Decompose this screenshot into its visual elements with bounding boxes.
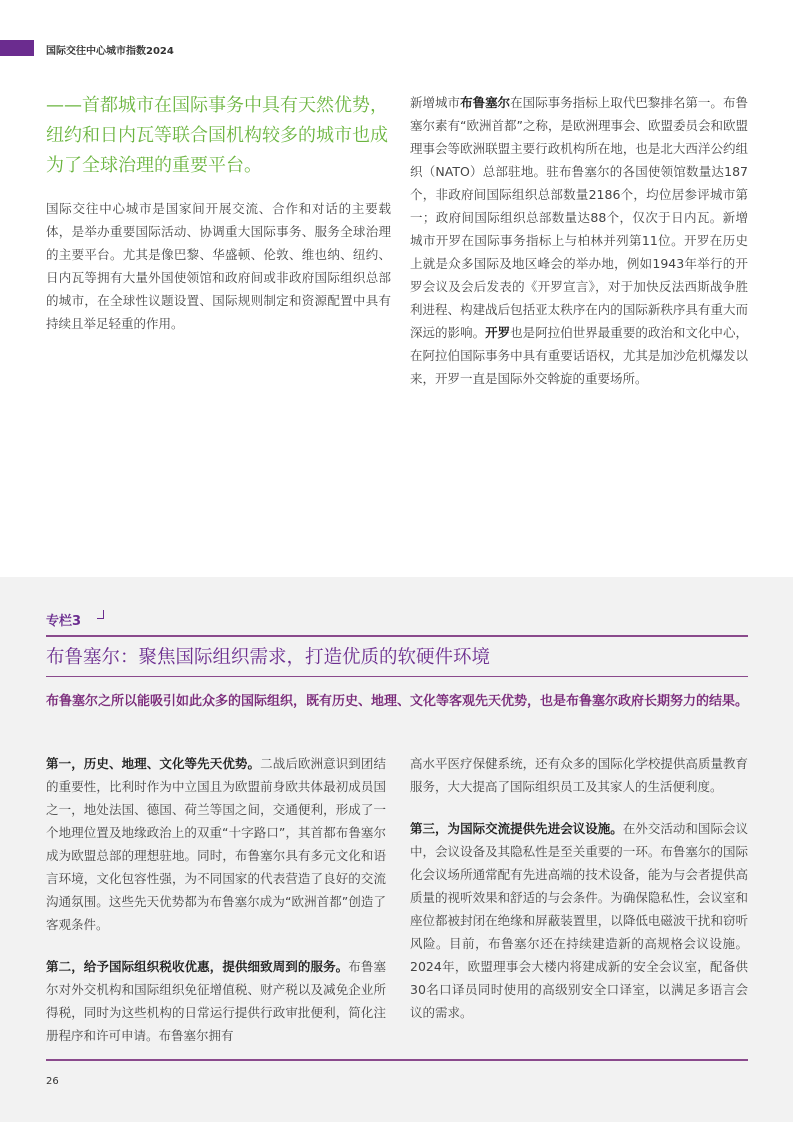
box-lead: 布鲁塞尔之所以能吸引如此众多的国际组织，既有历史、地理、文化等客观先天优势，也是布鲁塞尔政府长期努力的结果。 bbox=[46, 694, 749, 709]
city-cairo: 开罗 bbox=[485, 325, 511, 340]
header-accent-tab bbox=[0, 40, 34, 56]
right-column-paragraph: 新增城市布鲁塞尔在国际事务指标上取代巴黎排名第一。布鲁塞尔素有“欧洲首都”之称，是欧洲理事会、欧盟委员会和欧盟理事会等欧洲联盟主要行政机构所在地，也是北大西洋公约组织（NATO）总部驻地。驻布鲁塞尔的各国使领馆数量达187个，非政府间国际组织总部数量2186个，均位居参评城市第一；政府间国际组织总部数量达88个，仅次于日内瓦。新增城市开罗在国际事务指标上与柏林并列第11位。开罗在历史上就是众多国际及地区峰会的举办地，例如1943年举行的开罗会议及会后发表的《开罗宣言》，对于加快反法西斯战争胜利进程、构建战后包括亚太秩序在内的国际新秩序具有重大而深远的影响。开罗也是阿拉伯世界最重要的政治和文化中心，在阿拉伯国际事务中具有重要话语权，尤其是加沙危机爆发以来，开罗一直是国际外交斡旋的重要场所。 bbox=[410, 95, 748, 386]
box-top-rule bbox=[46, 635, 748, 637]
box-bottom-rule bbox=[46, 1059, 748, 1061]
pull-quote: ——首都城市在国际事务中具有天然优势，纽约和日内瓦等联合国机构较多的城市也成为了全球治理的重要平台。 bbox=[46, 95, 388, 176]
page-number: 26 bbox=[46, 1076, 59, 1087]
box-label: 专栏3 bbox=[46, 614, 82, 629]
box-section-2-continued: 高水平医疗保健系统，还有众多的国际化学校提供高质量教育服务，大大提高了国际组织员工及其家人的生活便利度。 bbox=[410, 756, 748, 794]
box-title: 布鲁塞尔：聚焦国际组织需求，打造优质的软硬件环境 bbox=[46, 647, 491, 668]
box-title-rule bbox=[46, 676, 748, 677]
box-section-2: 第二，给予国际组织税收优惠，提供细致周到的服务。布鲁塞尔对外交机构和国际组织免征增值税、财产税以及减免企业所得税，同时为这些机构的日常运行提供行政审批便利，简化注册程序和许可申请。布鲁塞尔拥有 bbox=[46, 959, 386, 1043]
box-label-corner-mark bbox=[97, 610, 104, 619]
box-left-column bbox=[46, 752, 386, 1066]
running-header: 国际交往中心城市指数2024 bbox=[46, 46, 174, 57]
box-section-1: 第一，历史、地理、文化等先天优势。二战后欧洲意识到团结的重要性，比利时作为中立国且为欧盟前身欧共体最初成员国之一，地处法国、德国、荷兰等国之间，交通便利，形成了一个地理位置及地缘政治上的双重“十字路口”，其首都布鲁塞尔成为欧盟总部的理想驻地。同时，布鲁塞尔具有多元文化和语言环境，文化包容性强，为不同国家的代表营造了良好的交流沟通氛围。这些先天优势都为布鲁塞尔成为“欧洲首都”创造了客观条件。 bbox=[46, 756, 386, 932]
box-section-3: 第三，为国际交流提供先进会议设施。在外交活动和国际会议中，会议设备及其隐私性是至关重要的一环。布鲁塞尔的国际化会议场所通常配有先进高端的技术设备，能为与会者提供高质量的视听效果和舒适的与会条件。为确保隐私性，会议室和座位都被封闭在绝缘和屏蔽装置里，以降低电磁波干扰和窃听风险。目前，布鲁塞尔还在持续建造新的高规格会议设施。2024年，欧盟理事会大楼内将建成新的安全会议室，配备供30名口译员同时使用的高级别安全口译室，以满足多语言会议的需求。 bbox=[410, 821, 748, 1020]
city-brussels: 布鲁塞尔 bbox=[460, 95, 511, 110]
box-right-column bbox=[410, 752, 748, 1043]
intro-paragraph: 国际交往中心城市是国家间开展交流、合作和对话的主要载体，是举办重要国际活动、协调重大国际事务、服务全球治理的主要平台。尤其是像巴黎、华盛顿、伦敦、维也纳、纽约、日内瓦等拥有大量外国使领馆和政府间或非政府国际组织总部的城市，在全球性议题设置、国际规则制定和资源配置中具有持续且举足轻重的作用。 bbox=[46, 201, 391, 331]
